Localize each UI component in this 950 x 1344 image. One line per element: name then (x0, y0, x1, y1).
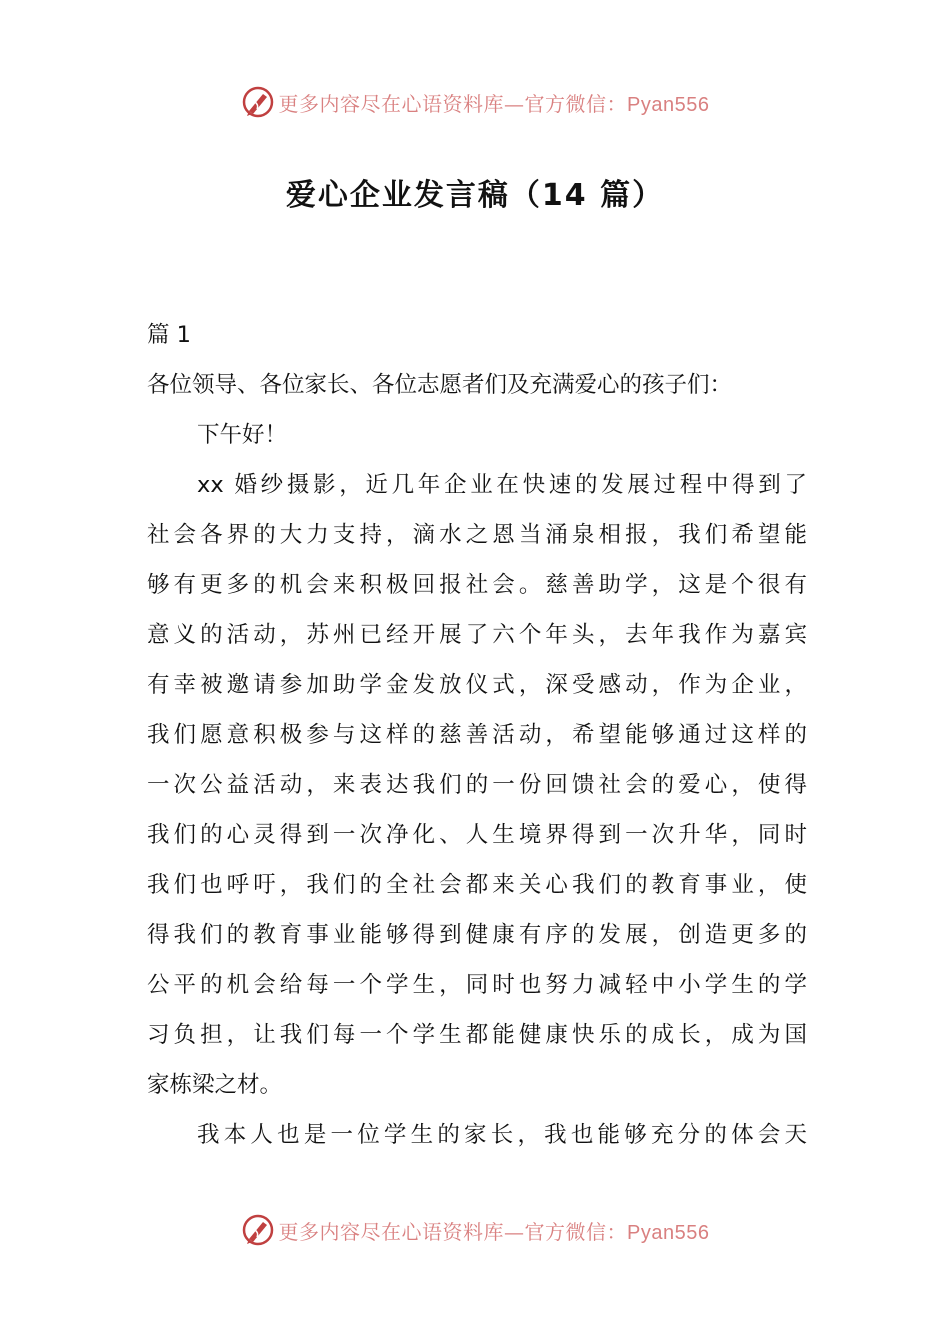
paragraph-1 (147, 460, 807, 1110)
header-watermark (0, 82, 950, 122)
paragraph-line: 我本人也是一位学生的家长，我也能够充分的体会天 (197, 1122, 807, 1148)
section-label: 篇 1 (147, 322, 191, 348)
paragraph-line: 习负担，让我们每一个学生都能健康快乐的成长，成为国 (147, 1022, 807, 1048)
greeting: 下午好！ (197, 422, 288, 448)
paragraph-line: 够有更多的机会来积极回报社会。慈善助学，这是个很有 (147, 572, 807, 598)
pen-logo-icon (241, 85, 275, 119)
salutation: 各位领导、各位家长、各位志愿者们及充满爱心的孩子们： (147, 372, 733, 398)
paragraph-line: xx 婚纱摄影，近几年企业在快速的发展过程中得到了 (197, 472, 807, 498)
document-title: 爱心企业发言稿（14 篇） (285, 178, 665, 213)
paragraph-line: 有幸被邀请参加助学金发放仪式，深受感动，作为企业， (147, 672, 807, 698)
document-body (147, 310, 807, 1160)
paragraph-line: 意义的活动，苏州已经开展了六个年头，去年我作为嘉宾 (147, 622, 807, 648)
watermark-text: 更多内容尽在心语资料库—官方微信：Pyan556 (278, 1219, 710, 1244)
paragraph-line: 社会各界的大力支持，滴水之恩当涌泉相报，我们希望能 (147, 522, 807, 548)
paragraph-line: 一次公益活动，来表达我们的一份回馈社会的爱心，使得 (147, 772, 807, 798)
paragraph-line: 我们也呼吁，我们的全社会都来关心我们的教育事业，使 (147, 872, 807, 898)
pen-logo-icon (241, 1213, 275, 1247)
paragraph-line: 得我们的教育事业能够得到健康有序的发展，创造更多的 (147, 922, 807, 948)
paragraph-line: 家栋梁之材。 (147, 1072, 283, 1098)
paragraph-line: 我们的心灵得到一次净化、人生境界得到一次升华，同时 (147, 822, 807, 848)
paragraph-2 (147, 1110, 807, 1160)
watermark-text: 更多内容尽在心语资料库—官方微信：Pyan556 (278, 91, 710, 116)
paragraph-line: 公平的机会给每一个学生，同时也努力减轻中小学生的学 (147, 972, 807, 998)
footer-watermark (0, 1210, 950, 1250)
paragraph-line: 我们愿意积极参与这样的慈善活动，希望能够通过这样的 (147, 722, 807, 748)
